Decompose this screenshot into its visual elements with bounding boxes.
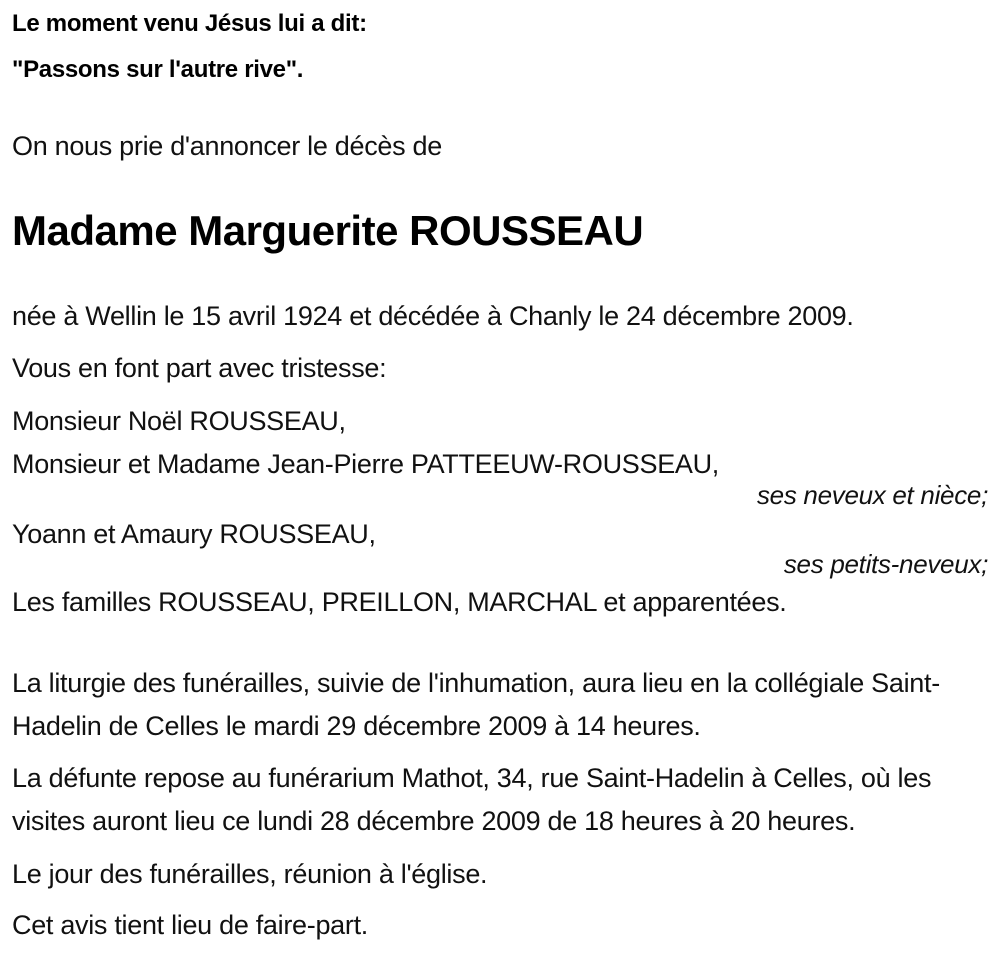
epigraph-line-1: Le moment venu Jésus lui a dit: <box>12 10 367 37</box>
relation-note-2: ses petits-neveux; <box>783 549 988 580</box>
family-member-2: Monsieur et Madame Jean-Pierre PATTEEUW-ROUSSEAU, <box>12 449 720 480</box>
family-member-3: Yoann et Amaury ROUSSEAU, <box>12 519 376 550</box>
deceased-name-heading: Madame Marguerite ROUSSEAU <box>12 206 644 254</box>
family-member-1: Monsieur Noël ROUSSEAU, <box>12 406 346 437</box>
epigraph-line-2: "Passons sur l'autre rive". <box>12 56 304 84</box>
intro-line: On nous prie d'annoncer le décès de <box>12 131 442 162</box>
related-families-line: Les familles ROUSSEAU, PREILLON, MARCHAL et apparentées. <box>12 586 787 617</box>
relation-note-1: ses neveux et nièce; <box>756 479 988 510</box>
funeral-home-visits-paragraph: La défunte repose au funérarium Mathot, 34, rue Saint-Hadelin à Celles, où les visites auront lieu ce lundi 28 décembre 2009 de 18 heures à 20 heures. <box>12 762 932 836</box>
birth-death-line: née à Wellin le 15 avril 1924 et décédée à Chanly le 24 décembre 2009. <box>12 300 854 331</box>
final-notice-line: Cet avis tient lieu de faire-part. <box>12 910 368 941</box>
church-reunion-line: Le jour des funérailles, réunion à l'église. <box>12 858 488 889</box>
funeral-ceremony-paragraph: La liturgie des funérailles, suivie de l'inhumation, aura lieu en la collégiale Saint-Hadelin de Celles le mardi 29 décembre 2009 à 14 heures. <box>12 668 940 742</box>
announcement-line: Vous en font part avec tristesse: <box>12 353 387 384</box>
